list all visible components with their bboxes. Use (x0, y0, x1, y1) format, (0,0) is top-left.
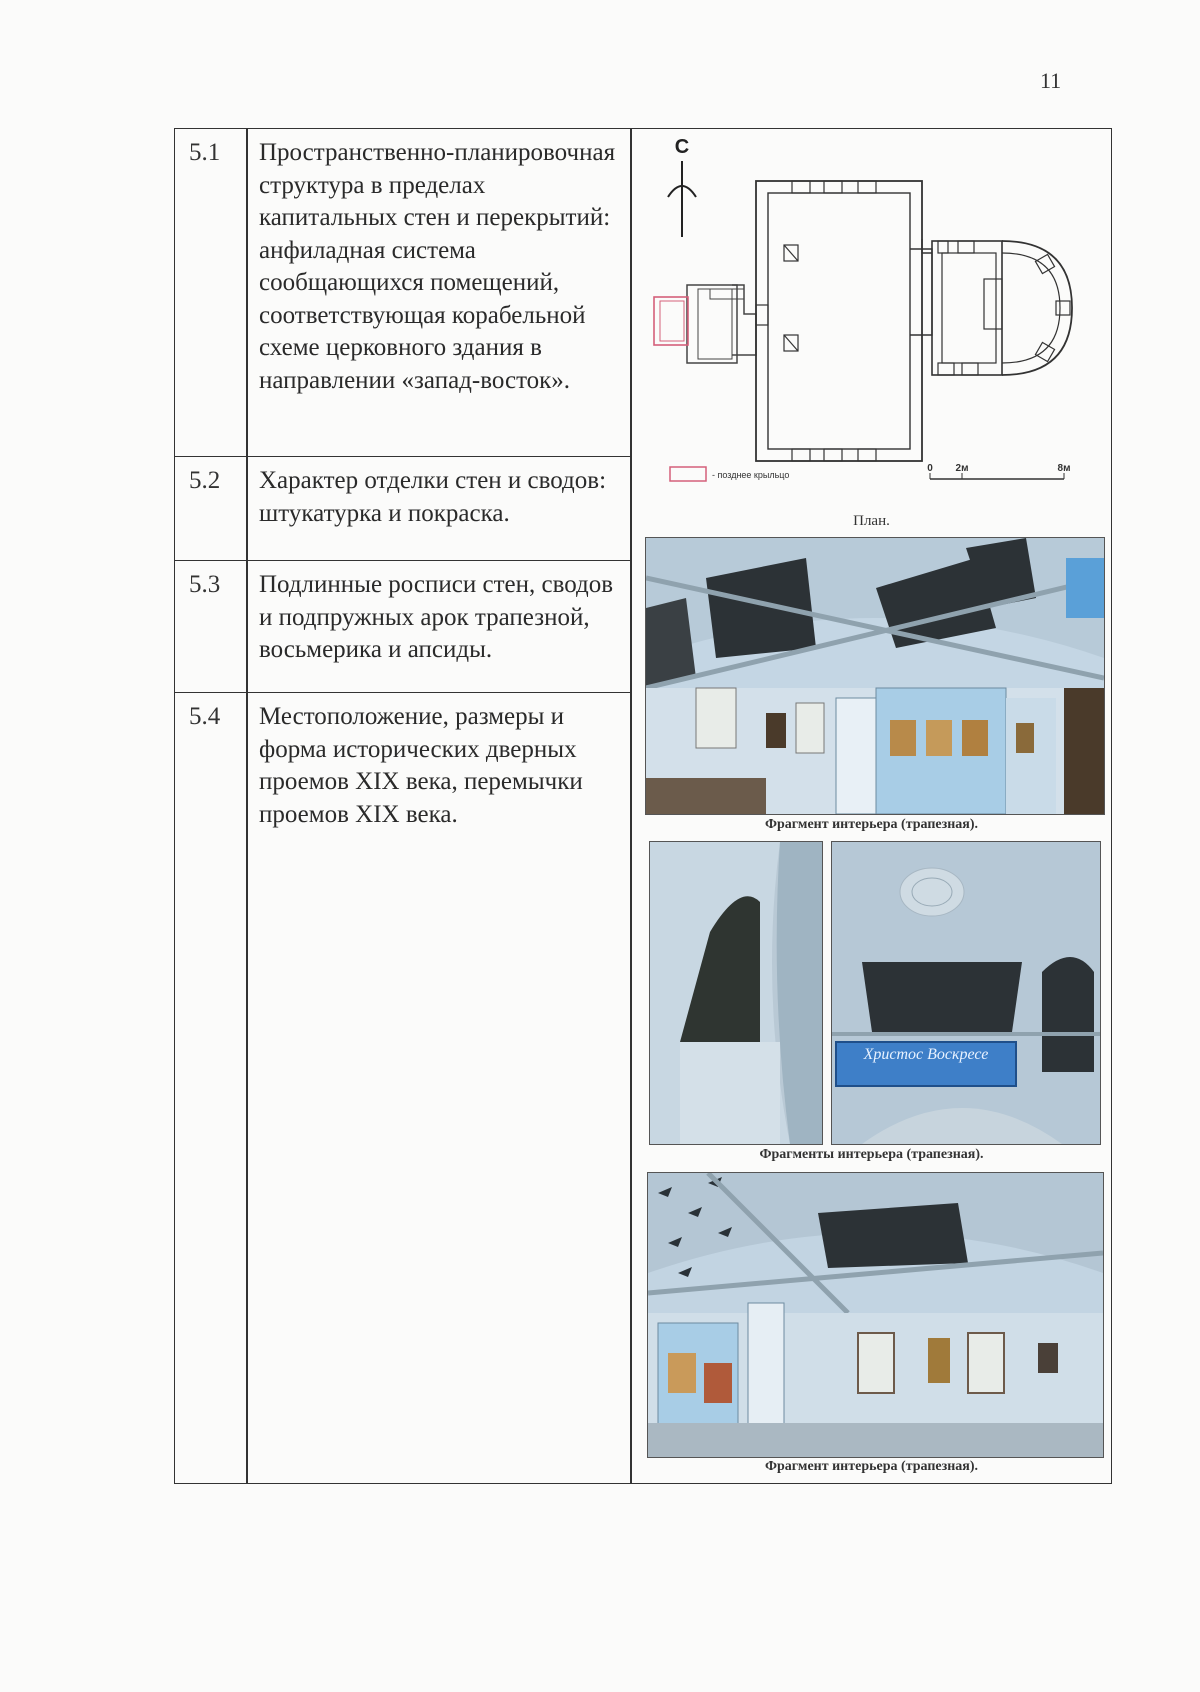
sign-christ-is-risen: Христос Воскресе (863, 1046, 989, 1063)
late-porch-outline (654, 297, 688, 345)
row-text: Характер отделки стен и сводов: штукатурка и покраска. (259, 467, 607, 527)
row-number: 5.3 (189, 571, 221, 598)
scale-label: 0 (927, 463, 933, 474)
row-number: 5.1 (189, 139, 221, 166)
row-text: Местоположение, размеры и форма исторических дверных проемов XIX века, перемычки проемов XIX века. (259, 703, 583, 828)
interior-3-caption: Фрагмент интерьера (трапезная). (764, 1459, 979, 1474)
scale-label: 2м (955, 463, 969, 474)
legend-swatch (670, 467, 706, 481)
plan-caption: План. (853, 513, 890, 529)
heritage-table (174, 128, 1112, 1484)
row-text: Подлинные росписи стен, сводов и подпружных арок трапезной, восьмерика и апсиды. (259, 571, 614, 663)
row-number: 5.4 (189, 703, 221, 730)
interior-photo-3 (647, 1172, 1104, 1458)
interior-1-caption: Фрагмент интерьера (трапезная). (764, 817, 979, 832)
table-row (175, 561, 631, 693)
legend-label: - позднее крыльцо (712, 470, 790, 480)
page-number: 11 (1040, 68, 1062, 93)
table-row (175, 693, 631, 1485)
table-row (175, 457, 631, 561)
interior-2-caption: Фрагменты интерьера (трапезная). (759, 1147, 984, 1162)
row-number: 5.2 (189, 467, 221, 494)
north-arrow-icon (668, 136, 696, 237)
interior-photo-2b (831, 841, 1101, 1145)
floor-plan (632, 129, 1111, 529)
table-row (175, 129, 631, 457)
interior-photo-2a (649, 841, 823, 1145)
scale-bar (927, 463, 1070, 479)
scale-label: 8м (1057, 463, 1071, 474)
row-text: Пространственно-планировочная структура в пределах капитальных стен и перекрытий: анфиладная система сообщающихся помещений, соответствующая корабельной схеме церковного здания в направлении «запад-восток». (259, 139, 616, 394)
north-label: С (674, 136, 690, 158)
interior-photo-1 (645, 537, 1105, 815)
illustrations-column (632, 129, 1111, 1483)
